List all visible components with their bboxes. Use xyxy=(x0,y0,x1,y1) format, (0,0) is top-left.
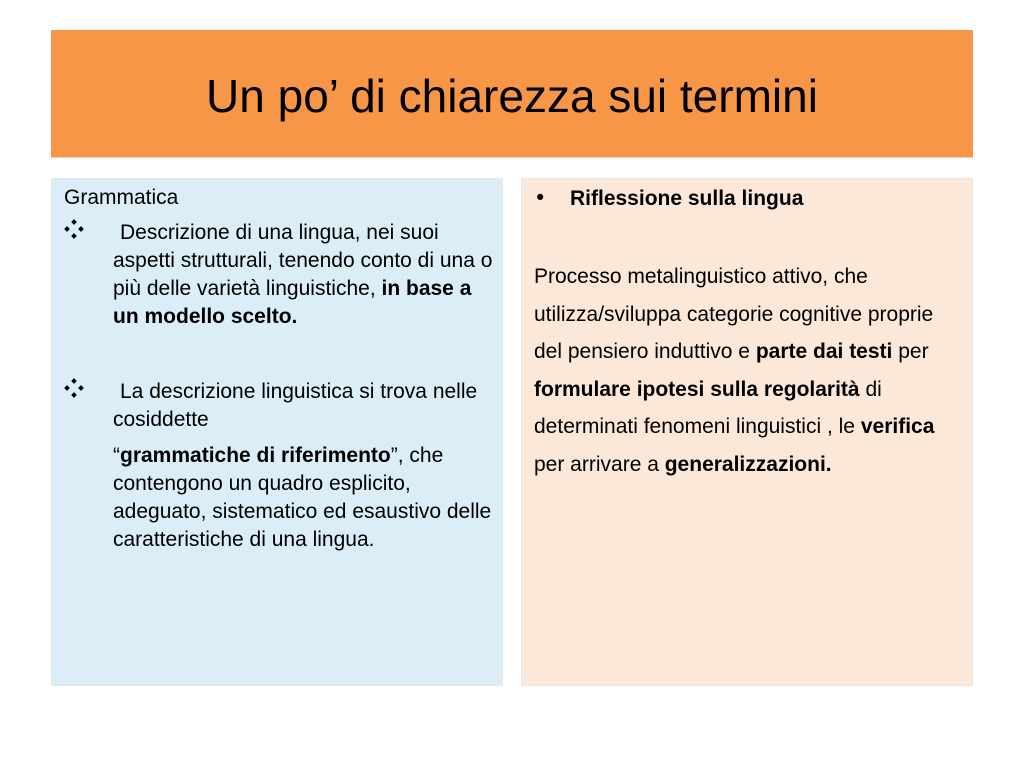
right-bold-1: parte dai testi xyxy=(755,340,893,363)
right-text-4: per arrivare a xyxy=(534,452,659,476)
item2-text: La descrizione linguistica si trova nelle cosiddette xyxy=(113,380,478,431)
item2-text-b: che contengono un quadro esplicito, adeguato, sistematico ed esaustivo delle caratteristiche di una lingua. xyxy=(113,444,492,551)
slide-title: Un po’ di chiarezza sui termini xyxy=(206,69,818,122)
item1-text: Descrizione di una lingua, nei suoi aspetti strutturali, tenendo conto di una o più delle varietà linguistiche, xyxy=(113,221,493,300)
right-bold-2: formulare ipotesi sulla regolarità xyxy=(534,377,860,401)
diamond-dots-icon xyxy=(64,219,86,248)
item1-bold: in base a un modello scelto. xyxy=(113,277,472,328)
item2-quote-close: ”, xyxy=(390,444,404,467)
right-text-1: Processo metalinguistico attivo, che utilizza/sviluppa categorie cognitive proprie del pensiero induttivo e xyxy=(534,265,934,363)
right-bold-3: verifica xyxy=(860,415,935,438)
left-panel-grammatica xyxy=(51,178,503,686)
item2-quote-open: “ xyxy=(113,444,120,467)
bullet-dot: • xyxy=(534,186,547,210)
right-panel-riflessione xyxy=(521,178,973,686)
left-heading: Grammatica xyxy=(64,186,179,209)
diamond-dots-icon xyxy=(64,378,86,407)
right-heading-text: Riflessione sulla lingua xyxy=(570,187,804,210)
right-bold-4: generalizzazioni. xyxy=(664,452,832,476)
title-banner xyxy=(51,30,973,158)
right-paragraph xyxy=(534,258,966,483)
right-text-2: per xyxy=(898,340,929,363)
right-text-3: di determinati fenomeni linguistici , le xyxy=(534,377,882,438)
right-heading xyxy=(534,184,803,213)
item2-bold: grammatiche di riferimento xyxy=(120,444,391,467)
